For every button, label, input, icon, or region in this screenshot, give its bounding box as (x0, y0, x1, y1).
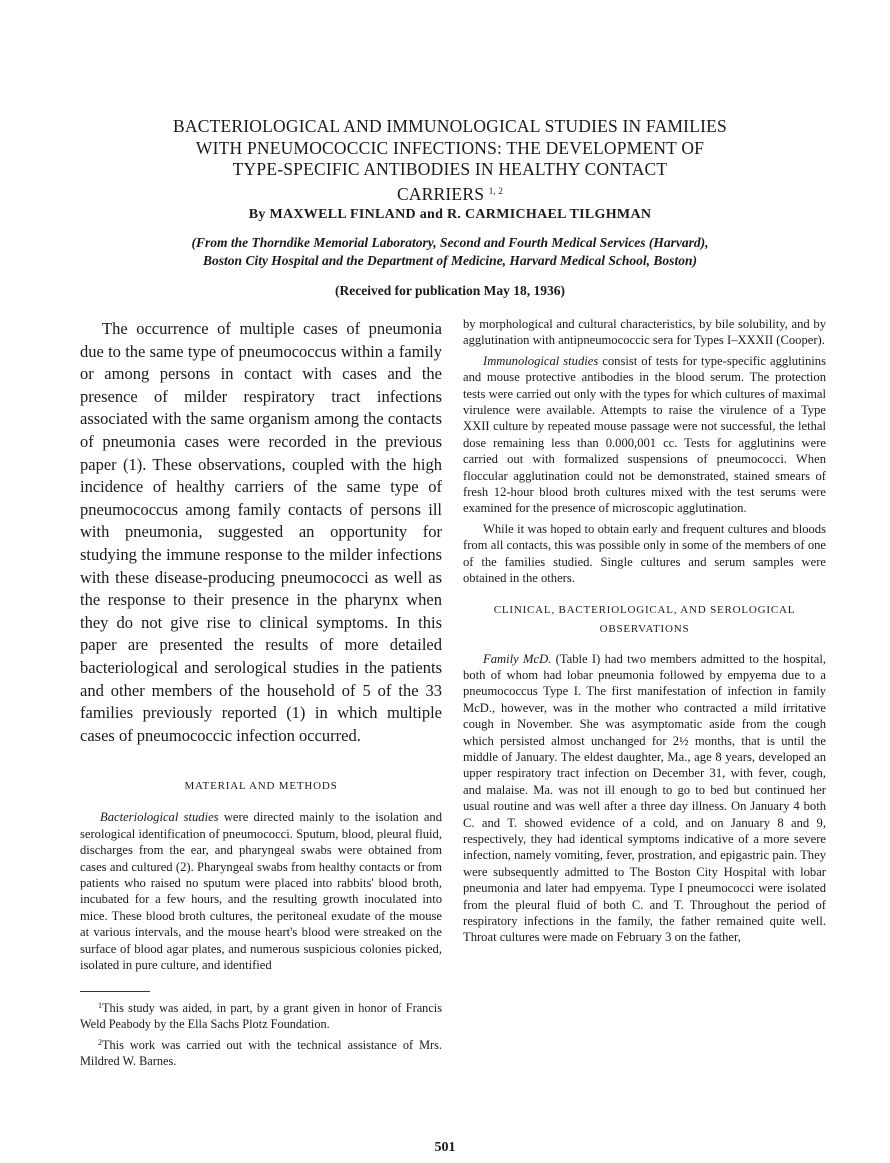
title-line: BACTERIOLOGICAL AND IMMUNOLOGICAL STUDIES IN FAMILIES (173, 116, 727, 136)
footnote-text: This work was carried out with the technical assistance of Mrs. Mildred W. Barnes. (80, 1038, 442, 1069)
title-line-text: CARRIERS (396, 183, 485, 204)
section-heading-line: CLINICAL, BACTERIOLOGICAL, AND SEROLOGICAL (493, 603, 796, 616)
title-line: WITH PNEUMOCOCCIC INFECTIONS: THE DEVELOPMENT OF (195, 137, 705, 158)
bacteriological-paragraph (80, 809, 442, 973)
title-footnote-refs: 1, 2 (488, 185, 504, 196)
article-title (140, 116, 760, 205)
title-line: TYPE-SPECIFIC ANTIBODIES IN HEALTHY CONTACT (232, 159, 668, 179)
footnote-mark: 2 (98, 1038, 102, 1048)
affiliation (140, 234, 760, 270)
affiliation-line: (From the Thorndike Memorial Laboratory, Second and Fourth Medical Services (Harvard), (191, 235, 709, 250)
received-date: (Received for publication May 18, 1936) (335, 283, 565, 298)
affiliation-line: Boston City Hospital and the Department of Medicine, Harvard Medical School, Boston) (203, 253, 697, 268)
family-label: Family McD. (483, 651, 552, 666)
family-text: (Table I) had two members admitted to the hospital, both of whom had lobar pneumonia followed by empyema due to a pneumococcus Type I. The first manifestation of infection in family McD., however, was in the mother who contracted a mild irritative cough in November. She was asymptomatic aside from the cough which persisted almost unchanged for 2½ months, that is until the middle of January. The eldest daughter, Ma., age 8 years, developed an upper respiratory tract infection on December 31, with fever, cough, and malaise. Ma. was not ill enough to go to bed but continued her usual routine and was well after a three day illness. On January 4 both C. and T. showed evidence of a cold, and on January 8 and 9, respectively, they had identical symptoms indicative of a more severe infection, namely vomiting, fever, prostration, and epigastric pain. They were subsequently admitted to The Boston City Hospital with lobar pneumonia and later had empyema. Type I pneumococci were isolated from the pleural fluid of both C. and T. Throughout the period of respiratory infections in the family, the father remained quite well. Throat cultures were made on February 3 on the father, (463, 651, 826, 945)
intro-paragraph: The occurrence of multiple cases of pneumonia due to the same type of pneumococcus within a family or among persons in contact with cases and the presence of milder respiratory tract infections associated with the same organism among the contacts of pneumonia cases were recorded in the previous paper (1). These observations, coupled with the high incidence of healthy carriers of the same type of pneumococcus among family contacts of persons ill with pneumonia, suggested an opportunity for studying the immune response to the milder infections with these disease-producing pneumococci as well as the response to their presence in the pharynx when they do not give rise to clinical symptoms. In this paper are presented the results of more detailed bacteriological and serological studies in the patients and other members of the household of 5 of the 33 families previously reported (1) in which multiple cases of pneumococcic infection occurred. (80, 319, 442, 745)
footnote-mark: 1 (98, 1001, 102, 1011)
left-column (80, 318, 442, 1072)
cultures-paragraph: While it was hoped to obtain early and frequent cultures and bloods from all contacts, this was possible only in some of the members of one of the families studied. Single cultures and serum samples were obtained in the others. (463, 521, 826, 586)
section-heading-clinical (463, 601, 826, 639)
bacteriological-text: were directed mainly to the isolation and serological identification of pneumococci. Sputum, blood, pleural fluid, discharges from the ear, and pharyngeal swabs were obtained from cases and cultured (2). Pharyngeal swabs from healthy contacts or from patients who raised no sputum were placed into rabbits' blood broth, incubated for a few hours, and the resulting growth inoculated into mice. These blood broth cultures, the peritoneal exudate of the mouse at various intervals, and the mouse heart's blood were streaked on the surface of blood agar plates, and numerous suspicious colonies picked, isolated in pure culture, and identified (80, 810, 443, 972)
title-line (140, 181, 760, 206)
authors: By MAXWELL FINLAND and R. CARMICHAEL TILGHMAN (248, 207, 652, 222)
family-mcd-paragraph (463, 651, 826, 946)
immunological-paragraph (463, 353, 826, 517)
page-number: 501 (434, 1140, 456, 1155)
footnote-divider (80, 991, 150, 992)
footnote (80, 998, 442, 1032)
bacteriological-label: Bacteriological studies (100, 810, 219, 825)
footnote (80, 1035, 442, 1069)
section-heading-methods: MATERIAL AND METHODS (184, 780, 338, 793)
section-heading-line: OBSERVATIONS (599, 622, 690, 635)
footnote-text: This study was aided, in part, by a grant given in honor of Francis Weld Peabody by the Ella Sachs Plotz Foundation. (80, 1001, 442, 1032)
bacteriological-continued: by morphological and cultural characteristics, by bile solubility, and by agglutination with antipneumococcic sera for Types I–XXXII (Cooper). (463, 317, 826, 348)
right-column (463, 316, 826, 950)
immunological-label: Immunological studies (483, 353, 599, 368)
immunological-text: consist of tests for type-specific agglutinins and mouse protective antibodies in the blood serum. The protection tests were carried out only with the types for which cultures of maximal virulence were available. Attempts to raise the virulence of a Type XXII culture by repeated mouse passage were not successful, the lethal dose remaining less than 0.000,001 cc. Tests for agglutinins were carried out with formalized suspensions of pneumococci. When floccular agglutination could not be demonstrated, stained smears of fresh 12-hour blood broth cultures mixed with the test serums were examined for the presence of microscopic agglutination. (463, 353, 826, 516)
